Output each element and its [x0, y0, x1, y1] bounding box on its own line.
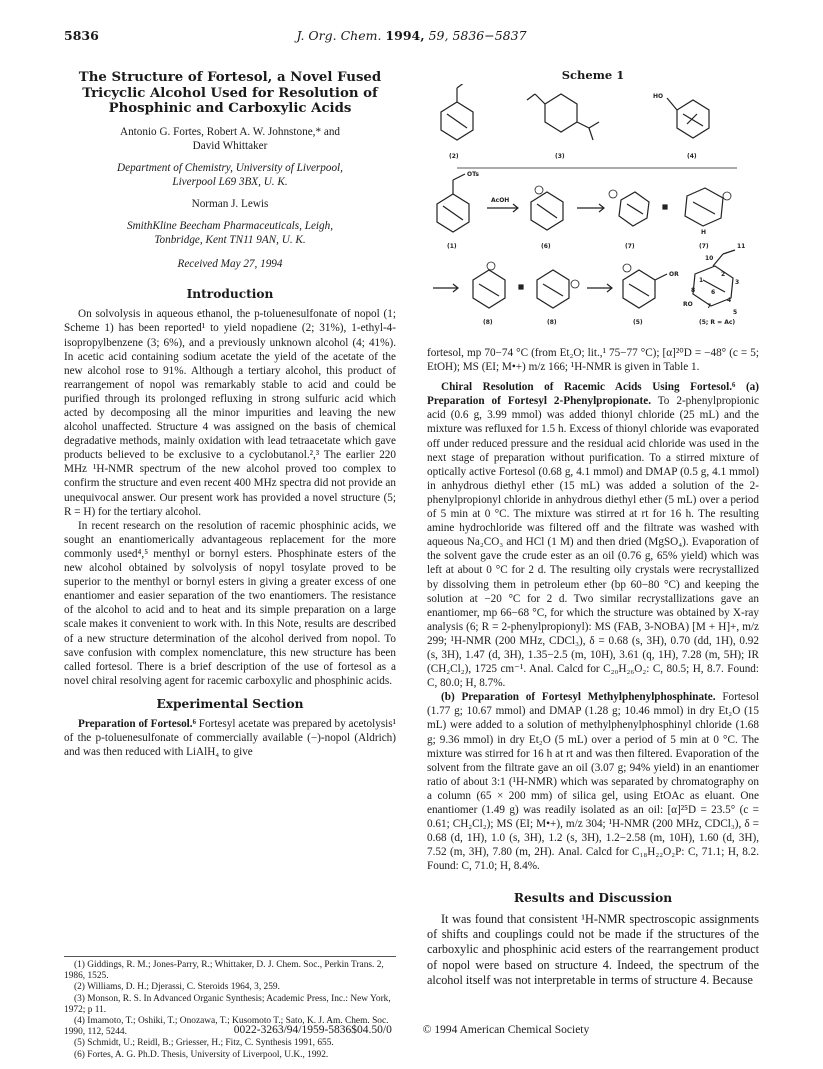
resolution-text-b: Fortesol (1.77 g; 10.67 mmol) and DMAP (1.28 g; 10.46 mmol) in dry Et₂O (15 mL) were added to a solution of methylphenylphosphinyl chloride (1.68 g; 9.36 mmol) in dry Et₂O (5 mL) over a period of 5 min at 0 °C. The mixture was stirred for 16 h at rt and was then filtered. Evaporation of the solvent from the filtrate gave an oil (3.07 g; 94% yield) in an enantiomer ratio of about 3:1 (¹H-NMR) which was separated by chromatography on a column (65 × 200 mm) of silica gel, using EtOAc as eluant. One enantiomer (1.49 g) was readily isolated as an oil: [α]²⁵D = 23.5° (c = 0.61; CH₂Cl₂); MS (EI; M•+), m/z 304; ¹H-NMR (200 MHz, CDCl₃), δ = 0.68 (d, 1H), 1.0 (s, 3H), 1.2 (s, 3H), 1.2−2.58 (m, 10H), 1.60 (d, 3H), 7.52 (m, 3H), 7.80 (m, 2H). Anal. Calcd for C₁₈H₂₂O₂P: C, 71.1; H, 8.2. Found: C, 71.0; H, 8.4%.: [427, 691, 760, 873]
ethyl-end-3: [527, 94, 535, 100]
copyright: © 1994 American Chemical Society: [422, 1024, 590, 1036]
charge-6: [535, 186, 543, 194]
gem-dimethyl-4: [687, 114, 697, 124]
atom-6: 6: [711, 289, 716, 296]
methyl-11: [723, 250, 735, 254]
ring-4: [677, 100, 709, 138]
ring-7b: [685, 188, 723, 226]
isopropyl-b-3: [589, 128, 593, 140]
authors-line-1: Antonio G. Fortes, Robert A. W. Johnstone,* and: [119, 125, 341, 138]
affiliation-smithkline: [64, 219, 396, 247]
label-4: (4): [687, 153, 697, 160]
structure-cation-7a: [609, 190, 649, 226]
resolution-paragraph-a: [427, 380, 759, 690]
atom-8: 8: [691, 287, 696, 294]
label-5-r-ac: (5; R = Ac): [699, 319, 736, 326]
heading-experimental: Experimental Section: [156, 696, 304, 711]
isopropyl-3: [577, 122, 589, 128]
structure-5-intermediate: [623, 264, 667, 308]
authors-line-2: David Whittaker: [192, 139, 268, 152]
fortesol-data-paragraph: fortesol, mp 70−74 °C (from Et₂O; lit.,¹ 75−77 °C); [α]²⁰D = −48° (c = 5; EtOH); MS (EI; M•+) m/z 166; ¹H-NMR is given in Table 1.: [427, 347, 759, 374]
author-list: [64, 125, 396, 153]
scheme-1: [427, 68, 759, 340]
atom-10: 10: [705, 255, 714, 262]
affiliation-2-line-1: SmithKline Beecham Pharmaceuticals, Leigh,: [127, 219, 333, 232]
label-acoh: AcOH: [491, 197, 510, 204]
results-paragraph-1: It was found that consistent ¹H-NMR spectroscopic assignments of shifts and couplings could not be made if the structures of the carboxylic and phosphinic acid esters of the rearrangement product of nopol were based on structure 4. Indeed, the spectrum of the alcohol itself was not interpretable in terms of structure 4. Because: [427, 911, 759, 988]
structure-nopadiene: [441, 84, 473, 140]
label-ots: OTs: [467, 171, 479, 178]
received-date: Received May 27, 1994: [177, 258, 283, 271]
affiliation-1-line-1: Department of Chemistry, University of Liverpool,: [117, 161, 343, 174]
label-or: OR: [669, 271, 679, 278]
footnote-1: (1) Giddings, R. M.; Jones-Parry, R.; Whittaker, D. J. Chem. Soc., Perkin Trans. 2, 1986, 1525.: [64, 960, 384, 982]
atom-4: 4: [727, 297, 732, 304]
oh-bond-4: [667, 98, 677, 110]
bridge-4: [683, 114, 703, 126]
bridge-6: [537, 204, 557, 218]
equivalence-dot-2: [519, 285, 523, 289]
footnote-2: (2) Williams, D. H.; Djerassi, C. Steroids 1964, 3, 259.: [74, 982, 280, 993]
resolution-text-a: To 2-phenylpropionic acid (0.6 g, 3.99 mmol) was added thionyl chloride (25 mL) and the mixture was refluxed for 1.5 h. Excess of thionyl chloride was evaporated off under reduced pressure and the residual acid chloride was used in the next stage of preparation without purification. To a stirred mixture of optically active Fortesol (0.68 g, 4.1 mmol) and DMAP (0.5 g, 4.1 mmol) in anhydrous diethyl ether (15 mL) was added a solution of the 2-phenylpropionyl chloride in anhydrous diethyl ether (5 mL) over a period of 5 min at 0 °C. The mixture was stirred at rt for 16 h. The resulting amine hydrochloride was filtered off and the filtrate was washed with aqueous Na₂CO₃ and HCl (1 M) and then dried (MgSO₄). Evaporation of the solvent gave the crude ester as an oil (0.76 g, 65% yield) which was left at about 0 °C for 2 d. The resulting oily crystals were recrystallized by dissolving them in petroleum ether (bp 60−80 °C) and keeping the solution at −20 °C for 2 d. Two similar recrystallizations gave an enantiomer, mp 66−68 °C, for which the structure was obtained by X-ray analysis (6; R = 2-phenylpropionyl): MS (FAB, 3-NOBA) [M + H]+, m/z 299; ¹H-NMR (200 MHz, CDCl₃), δ = 0.68 (s, 3H), 0.70 (dd, 1H), 0.92 (s, 3H), 1.47 (d, 3H), 1.35−2.5 (m, 10H), 3.61 (q, 1H), 7.28 (m, 5H); IR (CH₂Cl₂), 1725 cm⁻¹. Anal. Calcd for C₂₀H₂₆O₂: C, 80.5; H, 8.7. Found: C, 80.0; H, 8.7%.: [427, 395, 760, 690]
resolution-paragraph-b: [427, 690, 759, 873]
atom-7: 7: [707, 303, 712, 310]
bridge-7b: [693, 202, 715, 214]
structure-ethylisopropylbenzene: [527, 94, 599, 140]
structure-cation-6: [531, 186, 563, 230]
structure-4: [667, 98, 709, 138]
vinyl-end-2: [457, 84, 465, 88]
resolution-heading-b: (b) Preparation of Fortesyl Methylphenylphosphinate.: [441, 691, 716, 704]
intro-paragraph-2: In recent research on the resolution of racemic phosphinic acids, we sought an enantiomerically advantageous replacement for the more commonly used⁴,⁵ menthyl or bornyl esters. Phosphinate esters of the new alcohol obtained by solvolysis of nopyl tosylate proved to be superior to the menthyl or bornyl esters in giving a greater excess of one enantiomer and easier separation of the two enantiomers. The resistance of the alcohol to acid and to heat and its simple preparation on a large scale makes it convenient to work with. In this Note, results are described of a new structure determination of the alcohol derived from nopol. To save confusion with complex nomenclature, this new structure has been called fortesol. There is a brief description of the use of fortesol as a novel chiral resolving agent for racemic carboxylic and phosphinic acids.: [64, 519, 396, 687]
bridge-5a: [629, 284, 649, 296]
running-header: [64, 28, 759, 44]
heading-results: Results and Discussion: [513, 891, 673, 906]
atom-5: 5: [733, 309, 738, 316]
affiliation-1-line-2: Liverpool L69 3BX, U. K.: [172, 175, 288, 188]
intro-paragraph-1: On solvolysis in aqueous ethanol, the p-toluenesulfonate of nopol (1; Scheme 1) has been reported¹ to yield nopadiene (2; 31%), 1-ethyl-4-isopropylbenzene (3; 6%), and a previously unknown alcohol (4; 41%). In acetic acid containing sodium acetate the yield of the acetate of the new alcohol rose to 91%. Although a tertiary alcohol, this product of rearrangement of nopol was remarkably stable to acid and could be purified through its prolonged refluxing in strong sulfuric acid which acted by decomposing all the minor impurities and leaving the new alcohol unaffected. Structure 4 was assigned on the basis of chemical degradative methods, mainly oxidation with lead tetraacetate which gave products believed to be exclusive to a cyclobutanol.²,³ The earlier 220 MHz ¹H-NMR spectrum of the new alcohol proved too complex to confirm the structure and even recent 400 MHz spectra did not provide an unequivocal answer. Our present work has provided a novel structure (5; R = H) for the tertiary alcohol.: [64, 308, 396, 518]
label-7b: (7): [699, 243, 709, 250]
ring-8b: [537, 270, 569, 308]
experimental-paragraph-1: [64, 717, 396, 759]
article-title: The Structure of Fortesol, a Novel Fused Tricyclic Alcohol Used for Resolution of Phosphinic and Carboxylic Acids: [78, 70, 382, 116]
bridge-7a: [627, 204, 643, 214]
page-footer: [0, 1024, 823, 1036]
label-ho: HO: [653, 93, 664, 100]
structure-cation-7b: [685, 188, 731, 226]
or-bond-5: [655, 274, 667, 280]
charge-7a: [609, 190, 617, 198]
footnote-3: (3) Monson, R. S. In Advanced Organic Synthesis; Academic Press, Inc.: New York, 1972; p 11.: [64, 993, 391, 1015]
journal-pages: 5836−5837: [452, 28, 527, 43]
ring-8a: [473, 270, 505, 308]
fortesol-prep-heading: Preparation of Fortesol.⁶: [78, 717, 196, 730]
label-h: H: [701, 229, 707, 236]
scheme-structures: [427, 84, 759, 340]
label-1: (1): [447, 243, 457, 250]
atom-3: 3: [735, 279, 740, 286]
heading-introduction: Introduction: [186, 287, 274, 302]
methyl-10: [713, 254, 723, 266]
bridge-8b: [543, 284, 563, 296]
label-3: (3): [555, 153, 565, 160]
label-6: (6): [541, 243, 551, 250]
footnotes: [64, 956, 396, 1061]
article-code: 0022-3263/94/1959-5836$04.50/0: [233, 1024, 392, 1036]
journal-volume: 59,: [428, 28, 449, 43]
label-5: (5): [633, 319, 643, 326]
label-8b: (8): [547, 319, 557, 326]
ring-3: [545, 94, 577, 132]
ethyl-3: [535, 94, 545, 104]
bridge-8a: [479, 284, 499, 296]
structure-cation-8b: [537, 270, 579, 308]
bridge-2: [447, 114, 467, 128]
bridge-1: [443, 206, 463, 220]
footnote-4: (4) Imamoto, T.; Oshiki, T.; Onozawa, T.; Kusomoto T.; Sato, K. J. Am. Chem. Soc. 1990, 112, 5244.: [64, 1016, 389, 1038]
structure-cation-8a: [473, 262, 505, 308]
ring-5a: [623, 270, 655, 308]
footnote-6: (6) Fortes, A. G. Ph.D. Thesis, University of Liverpool, U.K., 1992.: [74, 1049, 329, 1060]
label-ro: RO: [683, 301, 693, 308]
left-column: [64, 68, 396, 759]
journal-citation: [64, 28, 759, 43]
label-7a: (7): [625, 243, 635, 250]
journal-year: 1994,: [385, 28, 425, 43]
atom-11: 11: [737, 243, 746, 250]
structure-nopyl-tosylate: [437, 174, 469, 232]
page-number: 5836: [64, 28, 99, 43]
chain-end-1: [453, 174, 465, 180]
charge-8a: [487, 262, 495, 270]
isopropyl-a-3: [589, 122, 599, 128]
footnote-5: (5) Schmidt, U.; Reidl, B.; Griesser, H.; Fitz, C. Synthesis 1991, 655.: [74, 1038, 334, 1049]
label-2: (2): [449, 153, 459, 160]
equivalence-dot-1: [663, 205, 667, 209]
author-lewis: Norman J. Lewis: [191, 197, 269, 210]
atom-2: 2: [721, 271, 726, 278]
label-8a: (8): [483, 319, 493, 326]
atom-1: 1: [699, 277, 704, 284]
charge-7b: [723, 192, 731, 200]
right-column: [427, 346, 759, 989]
charge-8b: [571, 280, 579, 288]
affiliation-liverpool: [64, 161, 396, 189]
fortesol-prep-text: Fortesyl acetate was prepared by acetolysis¹ of the p-toluenesulfonate of commercially available (−)-nopol (Aldrich) and was then reduced with LiAlH₄ to give: [64, 717, 396, 759]
resolution-heading-a: Chiral Resolution of Racemic Acids Using Fortesol.⁶ (a) Preparation of Fortesyl 2-Phenylpropionate.: [427, 381, 759, 408]
scheme-title: Scheme 1: [561, 68, 625, 82]
affiliation-2-line-2: Tonbridge, Kent TN11 9AN, U. K.: [154, 234, 306, 247]
charge-5a: [623, 264, 631, 272]
journal-name: J. Org. Chem.: [296, 28, 382, 43]
